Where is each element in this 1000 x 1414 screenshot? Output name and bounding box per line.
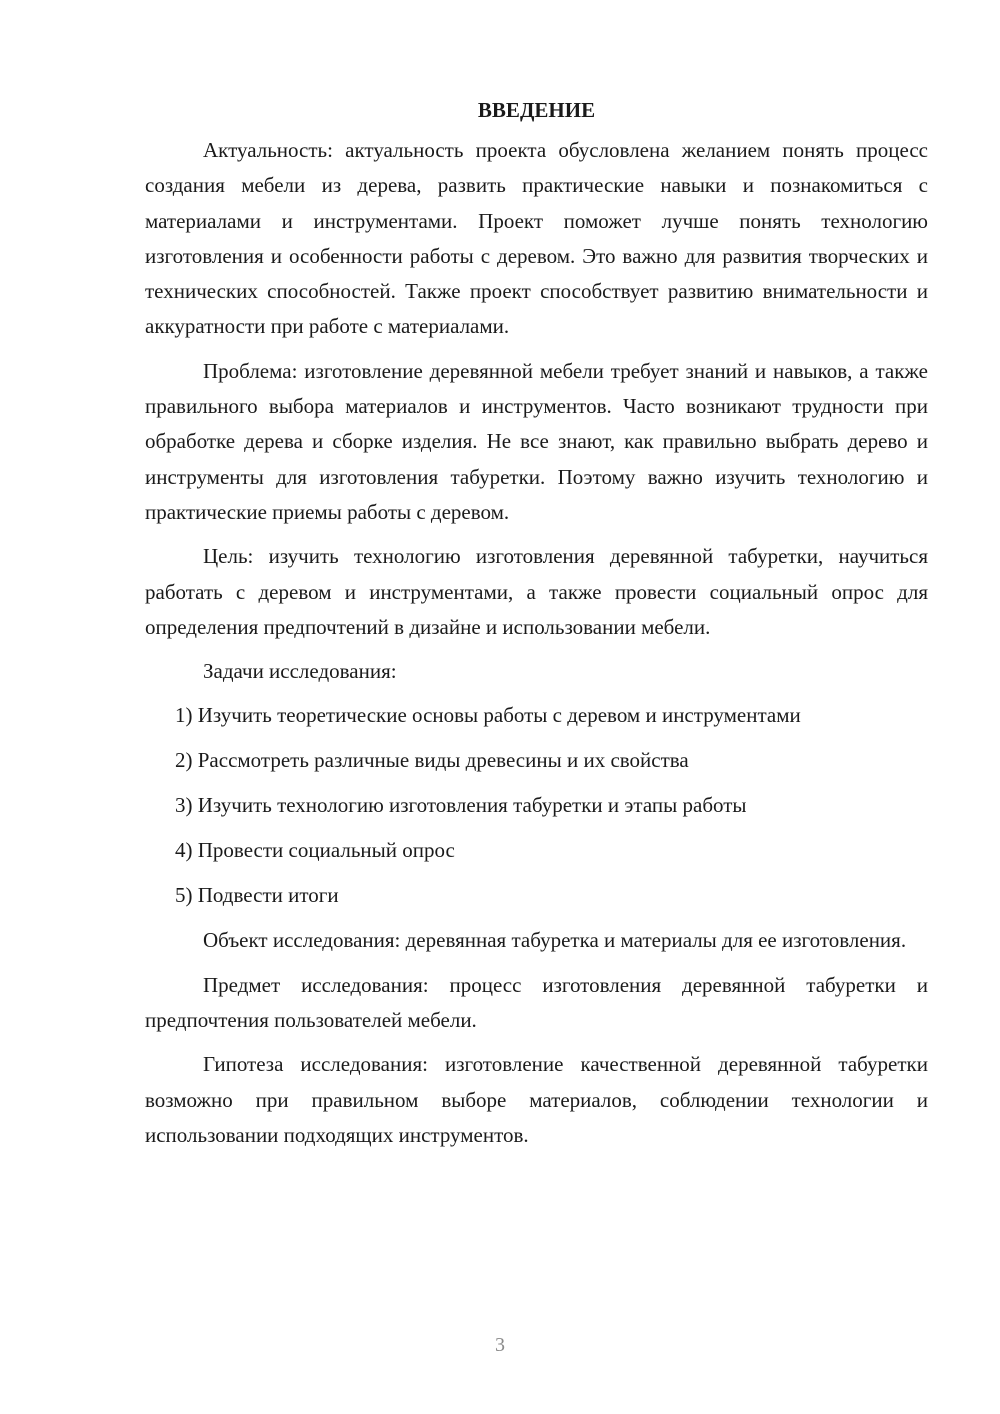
page-number: 3 <box>495 1334 505 1356</box>
document-page <box>145 92 928 1162</box>
task-item: 4) Провести социальный опрос <box>175 838 455 863</box>
task-item: 5) Подвести итоги <box>175 883 339 908</box>
page-title: ВВЕДЕНИЕ <box>477 98 596 122</box>
paragraph-problem: Проблема: изготовление деревянной мебели требует знаний и навыков, а также правильного выбора материалов и инструментов. Часто возникают трудности при обработке дерева и сборке изделия. Не все знают, как правильно выбрать дерево и инструменты для изготовления табуретки. Поэтому важно изучить технологию и практические приемы работы с деревом. <box>145 358 928 524</box>
paragraph-hypothesis: Гипотеза исследования: изготовление качественной деревянной табуретки возможно при правильном выборе материалов, соблюдении технологии и использовании подходящих инструментов. <box>145 1052 928 1147</box>
paragraph-object: Объект исследования: деревянная табуретка и материалы для ее изготовления. <box>203 928 907 953</box>
task-item: 3) Изучить технологию изготовления табуретки и этапы работы <box>175 793 747 818</box>
tasks-label: Задачи исследования: <box>203 659 397 684</box>
tasks-list <box>145 698 928 913</box>
task-item: 2) Рассмотреть различные виды древесины и их свойства <box>175 748 689 773</box>
paragraph-goal: Цель: изучить технологию изготовления деревянной табуретки, научиться работать с деревом и инструментами, а также провести социальный опрос для определения предпочтений в дизайне и использовании мебели. <box>145 544 928 639</box>
task-item: 1) Изучить теоретические основы работы с деревом и инструментами <box>175 703 801 728</box>
paragraph-subject: Предмет исследования: процесс изготовления деревянной табуретки и предпочтения пользователей мебели. <box>145 972 928 1032</box>
paragraph-relevance: Актуальность: актуальность проекта обусловлена желанием понять процесс создания мебели из дерева, развить практические навыки и познакомиться с материалами и инструментами. Проект поможет лучше понять технологию изготовления и особенности работы с деревом. Это важно для развития творческих и технических способностей. Также проект способствует развитию внимательности и аккуратности при работе с материалами. <box>145 138 928 339</box>
